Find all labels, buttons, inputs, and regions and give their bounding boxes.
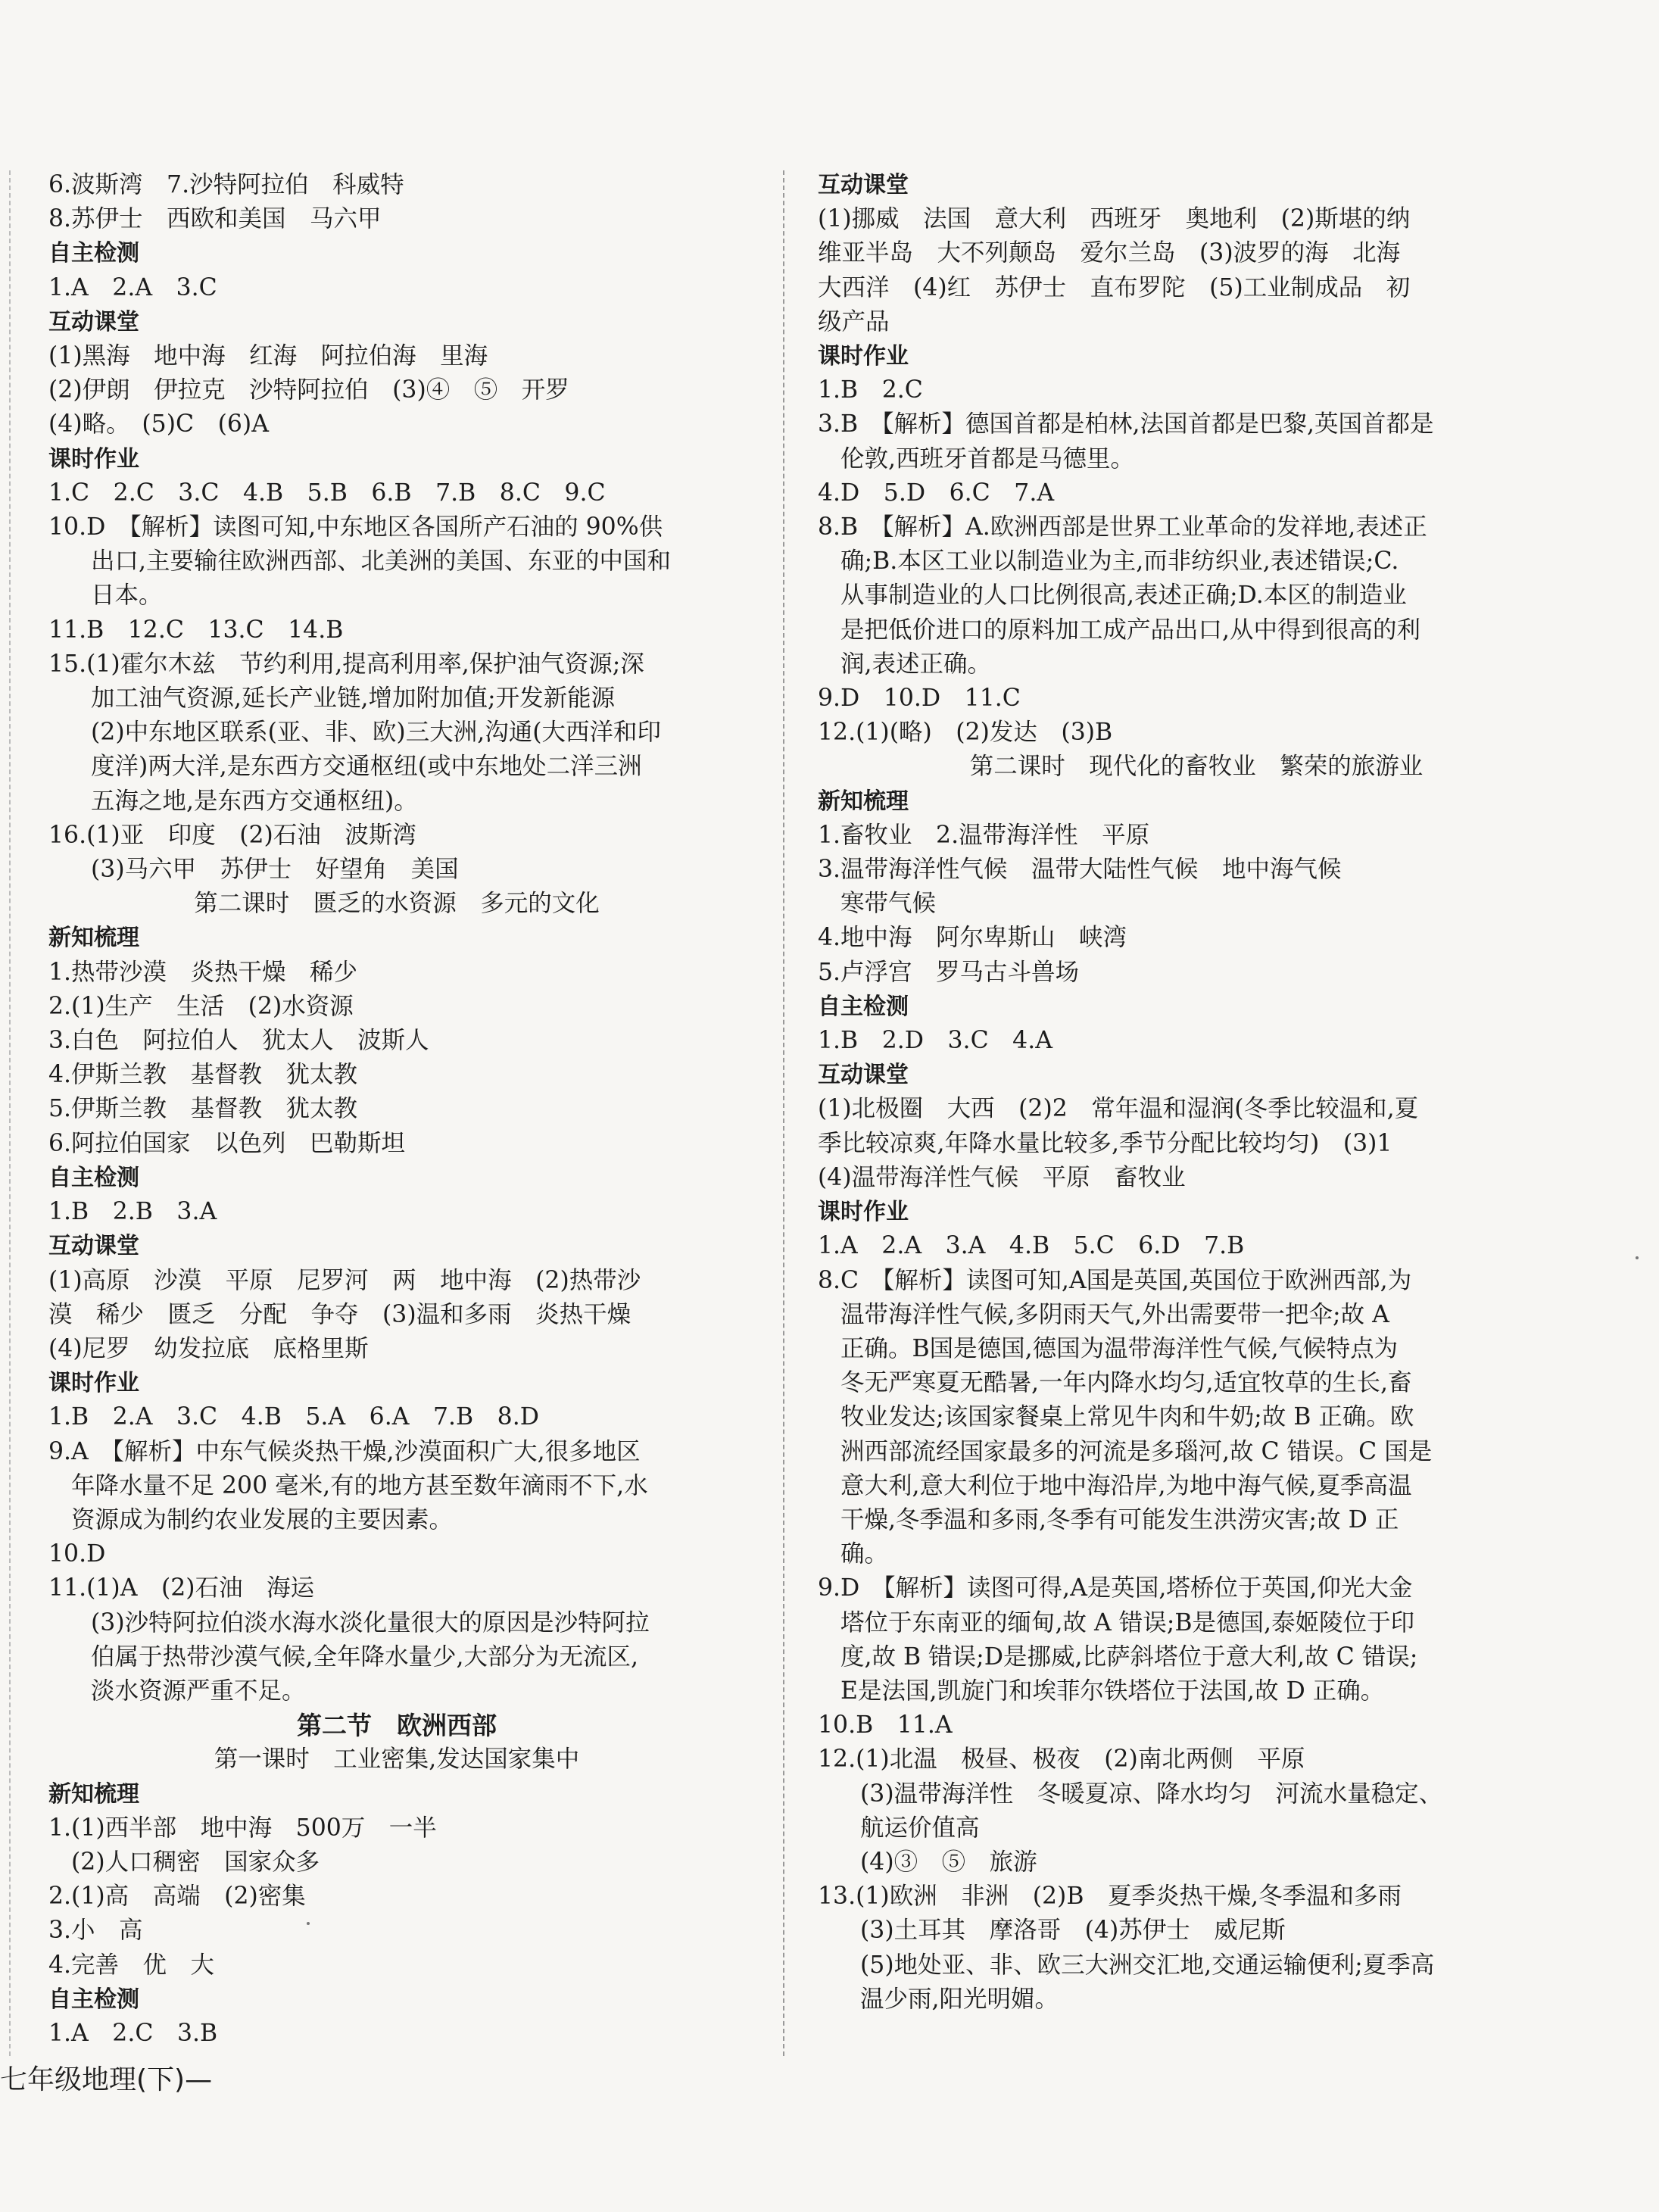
answer-line: 牧业发达;该国家餐桌上常见牛肉和牛奶;故 B 正确。欧 [840, 1403, 1414, 1431]
answer-line: 4.伊斯兰教 基督教 犹太教 [48, 1061, 358, 1089]
answer-line: 2.(1)生产 生活 (2)水资源 [48, 992, 354, 1020]
section-heading: 自主检测 [48, 1986, 139, 2013]
left-column [48, 168, 745, 2051]
answer-line: 12.(1)北温 极昼、极夜 (2)南北两侧 平原 [818, 1746, 1305, 1774]
section-heading: 自主检测 [48, 240, 139, 267]
answer-line: (4)③ ⑤ 旅游 [860, 1848, 1037, 1876]
scan-speck [1636, 1256, 1639, 1259]
answer-line: 塔位于东南亚的缅甸,故 A 错误;B是德国,泰姬陵位于印 [840, 1608, 1415, 1636]
answer-line: 15.(1)霍尔木兹 节约利用,提高利用率,保护油气资源;深 [48, 650, 644, 678]
answer-line: (4)尼罗 幼发拉底 底格里斯 [48, 1334, 369, 1362]
answer-line: 季比较凉爽,年降水量比较多,季节分配比较均匀) (3)1 [818, 1129, 1392, 1157]
answer-line: 资源成为制约农业发展的主要因素。 [71, 1505, 454, 1533]
answer-line: 漠 稀少 匮乏 分配 争夺 (3)温和多雨 炎热干燥 [48, 1300, 631, 1328]
answer-line: 出口,主要输往欧洲西部、北美洲的美国、东亚的中国和 [91, 548, 672, 576]
answer-line: 3.温带海洋性气候 温带大陆性气候 地中海气候 [818, 856, 1342, 884]
answer-line: 6.阿拉伯国家 以色列 巴勒斯坦 [48, 1129, 406, 1157]
answer-line: 1.A 2.C 3.B [48, 2019, 218, 2047]
answer-line: 10.D [48, 1540, 106, 1568]
answer-line: 5.伊斯兰教 基督教 犹太教 [48, 1095, 358, 1123]
answer-line: 10.B 11.A [818, 1711, 953, 1739]
chapter-section-title: 第二节 欧洲西部 [297, 1711, 497, 1741]
answer-line: 日本。 [91, 582, 163, 610]
answer-line: (4)略。 (5)C (6)A [48, 410, 269, 438]
section-heading: 互动课堂 [818, 172, 909, 198]
answer-line: 4.地中海 阿尔卑斯山 峡湾 [818, 924, 1127, 952]
section-heading: 课时作业 [818, 343, 909, 370]
answer-line: (2)人口稠密 国家众多 [71, 1848, 320, 1876]
answer-line: (1)黑海 地中海 红海 阿拉伯海 里海 [48, 342, 488, 370]
section-heading: 自主检测 [48, 1164, 139, 1191]
answer-line: 8.B 【解析】A.欧洲西部是世界工业革命的发祥地,表述正 [818, 513, 1427, 541]
left-margin-line [9, 170, 11, 2056]
answer-line: 航运价值高 [860, 1814, 980, 1842]
answer-line: 从事制造业的人口比例很高,表述正确;D.本区的制造业 [840, 582, 1407, 610]
answer-line: 6.波斯湾 7.沙特阿拉伯 科威特 [48, 171, 404, 198]
answer-line: 1.B 2.D 3.C 4.A [818, 1027, 1052, 1055]
answer-line: 4.完善 优 大 [48, 1951, 215, 1979]
section-heading: 自主检测 [818, 993, 909, 1020]
lesson-title: 第一课时 工业密集,发达国家集中 [214, 1746, 580, 1774]
answer-line: 年降水量不足 200 毫米,有的地方甚至数年滴雨不下,水 [71, 1471, 648, 1499]
answer-line: 1.A 2.A 3.A 4.B 5.C 6.D 7.B [818, 1232, 1245, 1260]
section-heading: 新知梳理 [48, 925, 139, 952]
answer-line: 是把低价进口的原料加工成产品出口,从中得到很高的利 [840, 616, 1421, 644]
answer-line: 级产品 [818, 307, 890, 335]
answer-line: 16.(1)亚 印度 (2)石油 波斯湾 [48, 821, 416, 849]
section-heading: 新知梳理 [48, 1780, 139, 1808]
answer-line: 9.A 【解析】中东气候炎热干燥,沙漠面积广大,很多地区 [48, 1437, 641, 1465]
lesson-title: 第二课时 匮乏的水资源 多元的文化 [194, 890, 600, 918]
answer-line: 伦敦,西班牙首都是马德里。 [840, 445, 1135, 473]
answer-line: 12.(1)(略) (2)发达 (3)B [818, 719, 1113, 747]
answer-line: 1.A 2.A 3.C [48, 273, 217, 301]
answer-line: 五海之地,是东西方交通枢纽)。 [91, 787, 418, 815]
answer-line: 1.热带沙漠 炎热干燥 稀少 [48, 958, 358, 986]
answer-line: 确;B.本区工业以制造业为主,而非纺织业,表述错误;C. [840, 548, 1399, 576]
answer-line: 寒带气候 [840, 890, 937, 918]
answer-line: (4)温带海洋性气候 平原 畜牧业 [818, 1163, 1186, 1191]
answer-line: 8.苏伊士 西欧和美国 马六甲 [48, 205, 382, 233]
answer-line: 正确。B国是德国,德国为温带海洋性气候,气候特点为 [840, 1334, 1399, 1362]
scan-speck [307, 1922, 310, 1925]
answer-line: 1.C 2.C 3.C 4.B 5.B 6.B 7.B 8.C 9.C [48, 479, 606, 507]
answer-line: 伯属于热带沙漠气候,全年降水量少,大部分为无流区, [91, 1643, 639, 1671]
answer-line: 2.(1)高 高端 (2)密集 [48, 1883, 306, 1911]
answer-line: (2)伊朗 伊拉克 沙特阿拉伯 (3)④ ⑤ 开罗 [48, 376, 569, 404]
answer-line: 度,故 B 错误;D是挪威,比萨斜塔位于意大利,故 C 错误; [840, 1643, 1418, 1671]
right-column [818, 168, 1575, 2017]
answer-line: 洲西部流经国家最多的河流是多瑙河,故 C 错误。C 国是 [840, 1437, 1433, 1465]
answer-line: 大西洋 (4)红 苏伊士 直布罗陀 (5)工业制成品 初 [818, 273, 1411, 301]
answer-line: 干燥,冬季温和多雨,冬季有可能发生洪涝灾害;故 D 正 [840, 1505, 1399, 1533]
answer-line: E是法国,凯旋门和埃菲尔铁塔位于法国,故 D 正确。 [840, 1677, 1385, 1705]
answer-line: 温带海洋性气候,多阴雨天气,外出需要带一把伞;故 A [840, 1300, 1389, 1328]
answer-line: 1.B 2.C [818, 376, 923, 404]
answer-line: 1.畜牧业 2.温带海洋性 平原 [818, 821, 1150, 849]
page-footer: 七年级地理(下)— [0, 2064, 213, 2095]
section-heading: 新知梳理 [818, 788, 909, 815]
answer-line: 度洋)两大洋,是东西方交通枢纽(或中东地处二洋三洲 [91, 753, 642, 781]
answer-line: 9.D 10.D 11.C [818, 685, 1021, 713]
answer-line: 3.B 【解析】德国首都是柏林,法国首都是巴黎,英国首都是 [818, 410, 1434, 438]
lesson-title: 第二课时 现代化的畜牧业 繁荣的旅游业 [969, 753, 1424, 781]
answer-line: (1)高原 沙漠 平原 尼罗河 两 地中海 (2)热带沙 [48, 1266, 641, 1294]
answer-line: 11.B 12.C 13.C 14.B [48, 616, 344, 644]
answer-line: 1.B 2.A 3.C 4.B 5.A 6.A 7.B 8.D [48, 1403, 539, 1431]
answer-line: 润,表述正确。 [840, 650, 992, 678]
answer-line: 8.C 【解析】读图可知,A国是英国,英国位于欧洲西部,为 [818, 1266, 1412, 1294]
answer-line: 3.白色 阿拉伯人 犹太人 波斯人 [48, 1027, 429, 1055]
answer-line: (1)北极圈 大西 (2)2 常年温和湿润(冬季比较温和,夏 [818, 1095, 1419, 1123]
answer-line: 意大利,意大利位于地中海沿岸,为地中海气候,夏季高温 [840, 1471, 1412, 1499]
answer-line: (1)挪威 法国 意大利 西班牙 奥地利 (2)斯堪的纳 [818, 205, 1411, 233]
answer-line: 3.小 高 [48, 1917, 143, 1945]
answer-line: 1.(1)西半部 地中海 500万 一半 [48, 1814, 437, 1842]
answer-line: 5.卢浮宫 罗马古斗兽场 [818, 958, 1080, 986]
answer-line: 10.D 【解析】读图可知,中东地区各国所产石油的 90%供 [48, 513, 663, 541]
section-heading: 课时作业 [818, 1199, 909, 1226]
answer-line: 加工油气资源,延长产业链,增加附加值;开发新能源 [91, 685, 616, 713]
answer-line: (3)马六甲 苏伊士 好望角 美国 [91, 856, 459, 884]
answer-line: 13.(1)欧洲 非洲 (2)B 夏季炎热干燥,冬季温和多雨 [818, 1883, 1402, 1911]
column-divider [783, 170, 784, 2056]
section-heading: 课时作业 [48, 445, 139, 473]
answer-line: 淡水资源严重不足。 [91, 1677, 306, 1705]
section-heading: 课时作业 [48, 1370, 139, 1397]
answer-line: 温少雨,阳光明媚。 [860, 1985, 1059, 2013]
answer-line: (5)地处亚、非、欧三大洲交汇地,交通运输便利;夏季高 [860, 1951, 1435, 1979]
answer-line: 确。 [840, 1540, 889, 1568]
answer-line: 1.B 2.B 3.A [48, 1198, 217, 1226]
answer-line: 维亚半岛 大不列颠岛 爱尔兰岛 (3)波罗的海 北海 [818, 239, 1401, 267]
answer-line: (3)沙特阿拉伯淡水海水淡化量很大的原因是沙特阿拉 [91, 1608, 650, 1636]
section-heading: 互动课堂 [818, 1062, 909, 1089]
answer-line: 9.D 【解析】读图可得,A是英国,塔桥位于英国,仰光大金 [818, 1574, 1413, 1602]
section-heading: 互动课堂 [48, 308, 139, 335]
answer-line: 11.(1)A (2)石油 海运 [48, 1574, 315, 1602]
answer-line: (3)温带海洋性 冬暖夏凉、降水均匀 河流水量稳定、 [860, 1780, 1443, 1808]
answer-line: 冬无严寒夏无酷暑,一年内降水均匀,适宜牧草的生长,畜 [840, 1369, 1412, 1397]
section-heading: 互动课堂 [48, 1233, 139, 1260]
answer-line: (2)中东地区联系(亚、非、欧)三大洲,沟通(大西洋和印 [91, 719, 662, 747]
answer-line: 4.D 5.D 6.C 7.A [818, 479, 1055, 507]
answer-line: (3)土耳其 摩洛哥 (4)苏伊士 威尼斯 [860, 1917, 1286, 1945]
